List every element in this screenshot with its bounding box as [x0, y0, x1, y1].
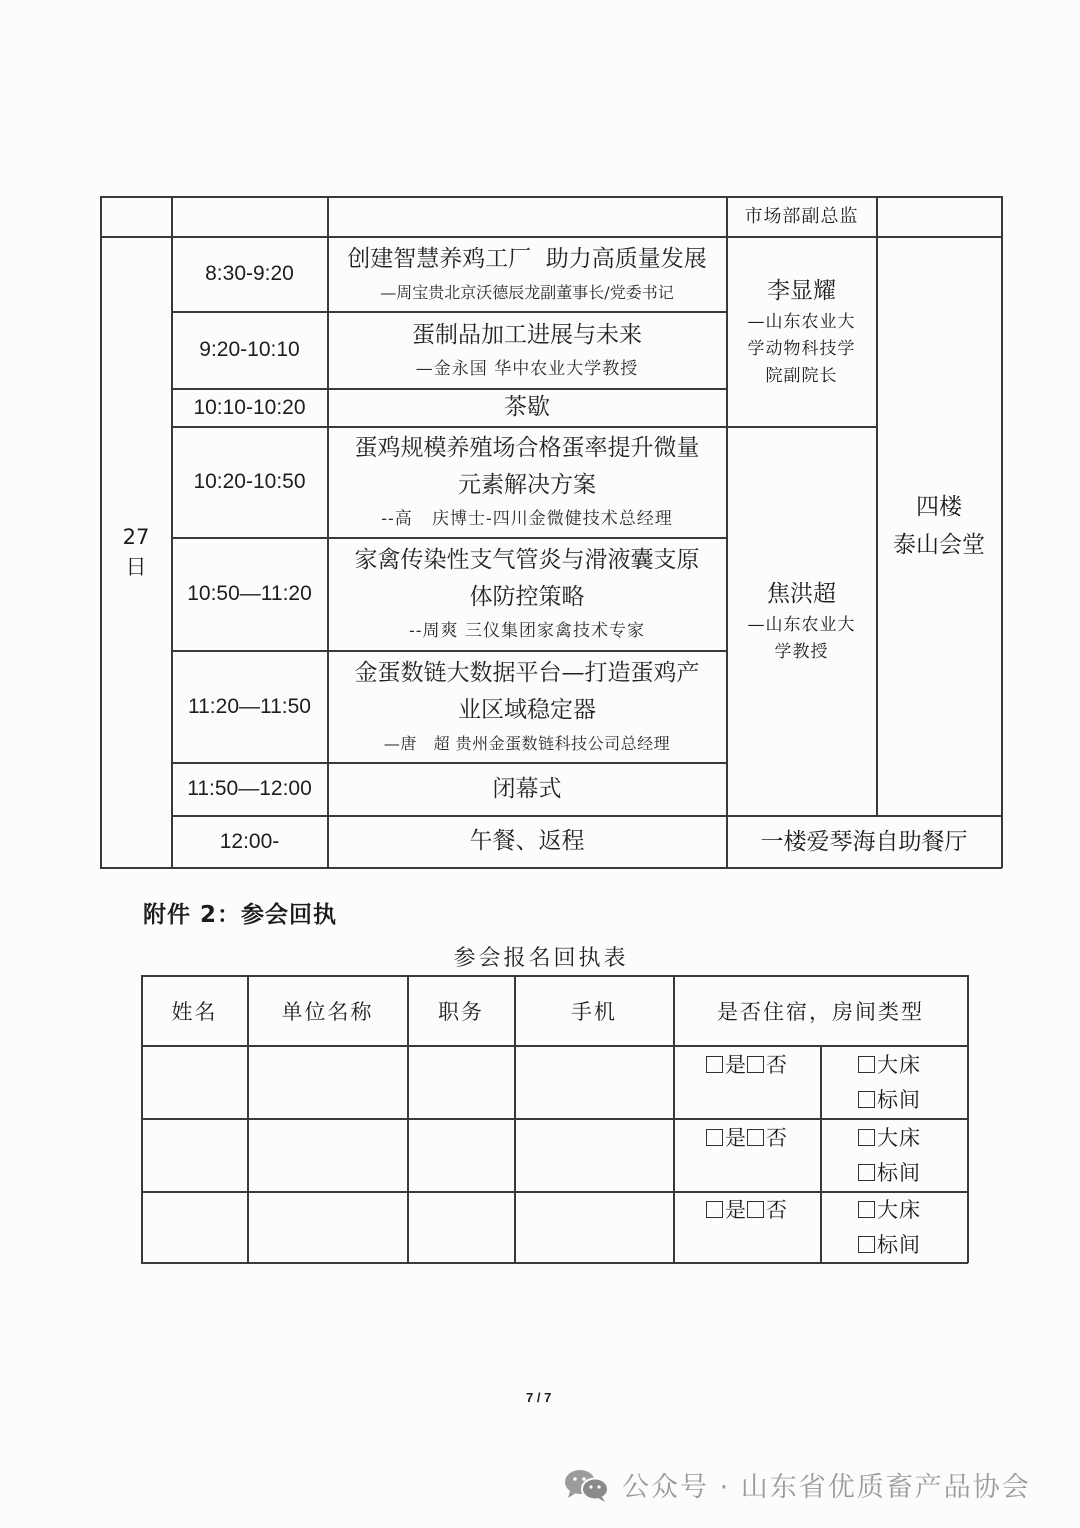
stay-yes-checkbox[interactable]	[706, 1053, 747, 1077]
option-label: 标间	[877, 1161, 921, 1185]
column-header-phone: 手机	[571, 999, 617, 1024]
phone-field[interactable]	[515, 1119, 673, 1191]
moderator-affiliation: 院副院长	[765, 366, 838, 386]
room-twin-checkbox[interactable]	[858, 1228, 921, 1263]
session-topic	[328, 237, 726, 311]
column-header-org: 单位名称	[281, 999, 374, 1024]
checkbox-icon	[858, 1129, 875, 1146]
topic-line: 元素解决方案	[458, 472, 596, 498]
moderator-affiliation: 学教授	[774, 642, 829, 662]
topic-line: 蛋鸡规模养殖场合格蛋率提升微量	[354, 435, 700, 461]
stay-no-checkbox[interactable]	[747, 1126, 788, 1150]
session-time: 11:20—11:50	[188, 694, 311, 718]
moderator-affiliation: —山东农业大	[747, 615, 856, 635]
title-field[interactable]	[408, 1046, 514, 1118]
date-cell	[101, 237, 171, 867]
checkbox-icon	[858, 1091, 875, 1108]
checkbox-icon	[747, 1201, 764, 1218]
session-topic	[328, 389, 726, 426]
topic-line: 闭幕式	[492, 775, 562, 802]
session-time: 11:50—12:00	[187, 777, 312, 800]
room-king-checkbox[interactable]	[858, 1121, 921, 1156]
moderator-affiliation: —山东农业大	[747, 312, 856, 332]
session-time: 12:00-	[219, 829, 280, 853]
stay-yes-checkbox[interactable]	[706, 1198, 747, 1222]
option-label: 大床	[877, 1198, 921, 1222]
room-king-checkbox[interactable]	[858, 1193, 921, 1228]
form-title	[0, 941, 1079, 972]
session-time: 10:20-10:50	[193, 470, 306, 493]
session-topic	[328, 816, 726, 867]
topic-line: 体防控策略	[469, 584, 585, 610]
org-field[interactable]	[248, 1119, 407, 1191]
title-field[interactable]	[408, 1119, 514, 1191]
topic-line: 创建智慧养鸡工厂 助力高质量发展	[347, 245, 707, 272]
stay-options	[674, 1048, 820, 1083]
checkbox-icon	[858, 1056, 875, 1073]
option-label: 大床	[877, 1053, 921, 1077]
column-header-name: 姓名	[171, 999, 218, 1024]
speaker-byline: --高 庆博士-四川金微健技术总经理	[381, 509, 673, 529]
table-border	[1001, 196, 1003, 868]
room-options	[858, 1193, 921, 1263]
session-topic	[328, 538, 726, 650]
speaker-byline: —唐 超 贵州金蛋数链科技公司总经理	[383, 733, 671, 753]
room-options	[858, 1121, 921, 1191]
topic-line: 蛋制品加工进展与未来	[412, 321, 642, 348]
moderator-name: 李显耀	[767, 278, 836, 304]
checkbox-icon	[858, 1201, 875, 1218]
moderator-affiliation: 学动物科技学	[747, 339, 856, 359]
column-header-lodging: 是否住宿，房间类型	[717, 999, 924, 1024]
venue-line: 泰山会堂	[893, 532, 985, 558]
stay-options	[674, 1121, 820, 1156]
checkbox-icon	[858, 1236, 875, 1253]
topic-line: 茶歇	[504, 394, 550, 420]
checkbox-icon	[706, 1201, 723, 1218]
name-field[interactable]	[142, 1192, 247, 1262]
page-number: 7 / 7	[526, 1390, 552, 1405]
stay-yes-checkbox[interactable]	[706, 1126, 747, 1150]
room-options	[858, 1048, 921, 1118]
stay-no-checkbox[interactable]	[747, 1198, 788, 1222]
org-field[interactable]	[248, 1192, 407, 1262]
speaker-byline: —金永国 华中农业大学教授	[415, 358, 639, 379]
wechat-icon	[562, 1468, 612, 1502]
name-field[interactable]	[142, 1046, 247, 1118]
table-border	[820, 1045, 822, 1263]
session-topic	[328, 651, 726, 762]
option-label: 大床	[877, 1126, 921, 1150]
stay-options	[674, 1193, 820, 1228]
form-title-text: 参会报名回执表	[453, 946, 629, 971]
org-field[interactable]	[248, 1046, 407, 1118]
phone-field[interactable]	[515, 1046, 673, 1118]
option-label: 是	[725, 1198, 747, 1222]
checkbox-icon	[706, 1129, 723, 1146]
annex-heading: 附件 2：参会回执	[143, 902, 338, 928]
checkbox-icon	[858, 1164, 875, 1181]
table-border	[967, 975, 969, 1263]
name-field[interactable]	[142, 1119, 247, 1191]
stay-no-checkbox[interactable]	[747, 1053, 788, 1077]
topic-line: 金蛋数链大数据平台—打造蛋鸡产	[354, 659, 700, 686]
checkbox-icon	[706, 1056, 723, 1073]
lunch-venue: 一楼爱琴海自助餐厅	[760, 828, 968, 855]
topic-line: 午餐、返程	[469, 828, 585, 854]
session-time: 10:50—11:20	[187, 582, 312, 605]
phone-field[interactable]	[515, 1192, 673, 1262]
moderator-cell	[727, 237, 876, 426]
moderator-cell	[727, 427, 876, 815]
speaker-title-continued: 市场部副总监	[744, 206, 859, 227]
date-unit: 日	[125, 555, 147, 579]
speaker-byline: --周爽 三仪集团家禽技术专家	[409, 621, 645, 641]
moderator-name: 焦洪超	[767, 581, 836, 607]
speaker-byline: —周宝贵北京沃德辰龙副董事长/党委书记	[380, 282, 674, 302]
option-label: 是	[725, 1126, 747, 1150]
option-label: 否	[766, 1198, 788, 1222]
session-time: 8:30-9:20	[205, 262, 294, 285]
date-day: 27	[122, 525, 150, 549]
session-time: 9:20-10:10	[199, 338, 300, 361]
session-time: 10:10-10:20	[193, 395, 306, 419]
checkbox-icon	[747, 1129, 764, 1146]
room-king-checkbox[interactable]	[858, 1048, 921, 1083]
checkbox-icon	[747, 1056, 764, 1073]
topic-line: 业区域稳定器	[458, 696, 596, 723]
option-label: 是	[725, 1053, 747, 1077]
room-twin-checkbox[interactable]	[858, 1156, 921, 1191]
option-label: 否	[766, 1053, 788, 1077]
session-topic	[328, 312, 726, 388]
watermark	[562, 1465, 1031, 1504]
room-twin-checkbox[interactable]	[858, 1083, 921, 1118]
session-topic	[328, 427, 726, 537]
title-field[interactable]	[408, 1192, 514, 1262]
option-label: 标间	[877, 1088, 921, 1112]
table-border	[100, 867, 1002, 869]
session-topic	[328, 763, 726, 815]
venue-cell	[877, 237, 1001, 815]
option-label: 标间	[877, 1233, 921, 1257]
option-label: 否	[766, 1126, 788, 1150]
watermark-text: 公众号 · 山东省优质畜产品协会	[622, 1472, 1031, 1503]
topic-line: 家禽传染性支气管炎与滑液囊支原	[354, 547, 700, 573]
column-header-title: 职务	[438, 999, 484, 1024]
table-border	[141, 1262, 968, 1264]
venue-line: 四楼	[916, 494, 962, 520]
